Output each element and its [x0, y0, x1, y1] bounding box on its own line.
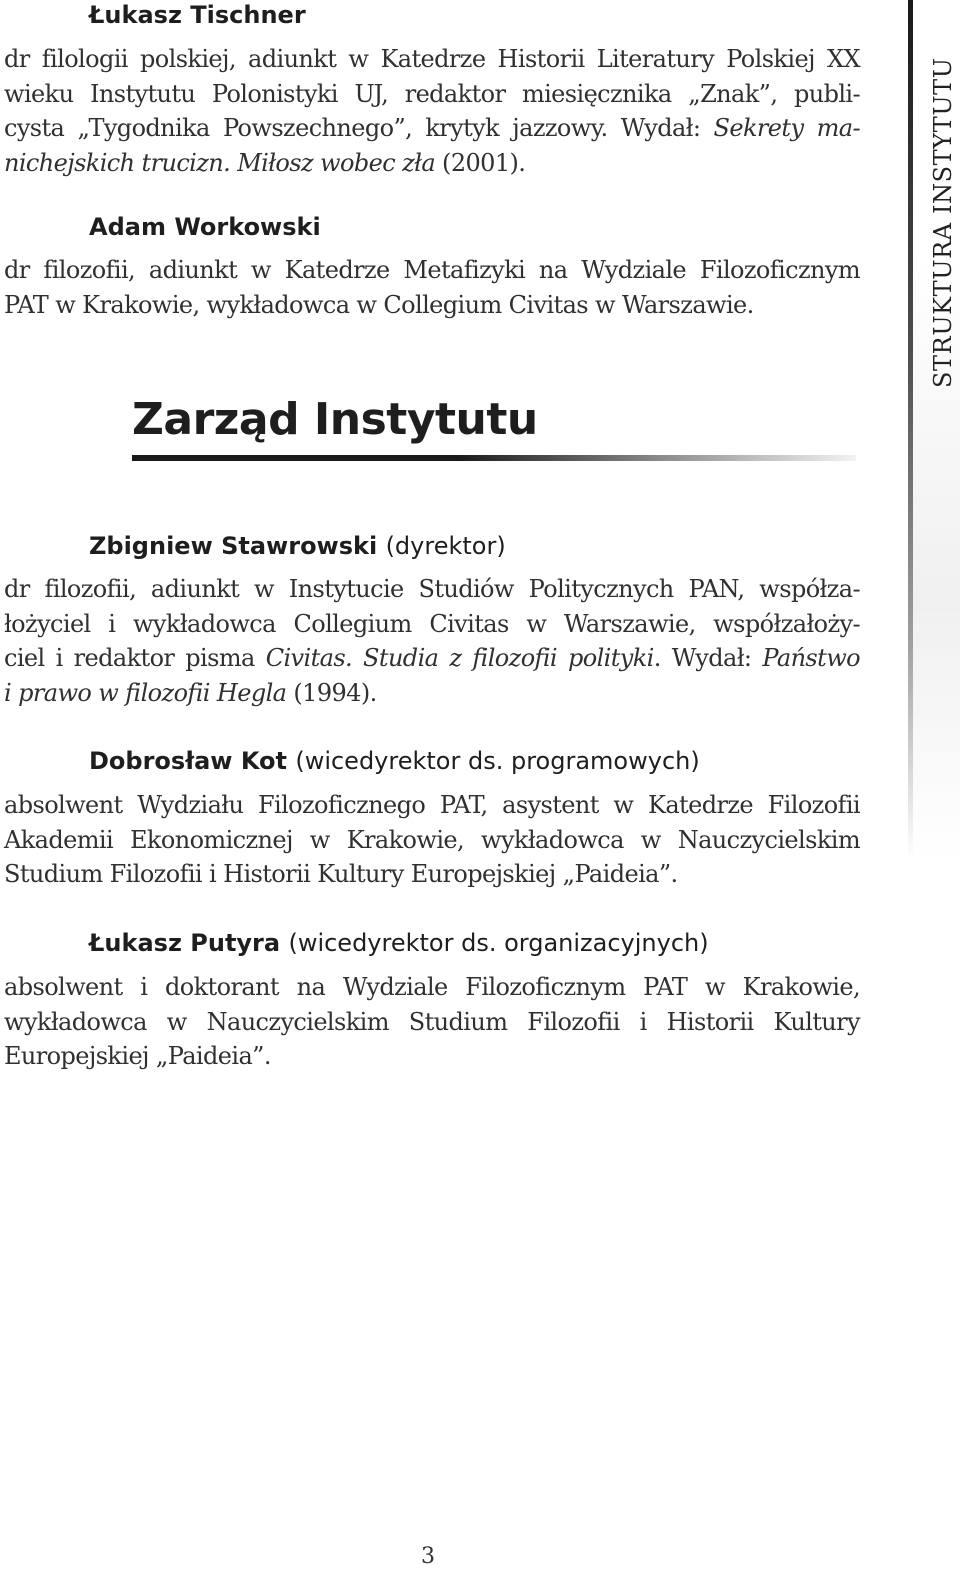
side-section-label: STRUKTURA INSTYTUTU [929, 57, 957, 388]
bio-text: (2001). [435, 148, 526, 177]
bio-text: wykładowca w Nauczycielskim Studium Filozofii i Historii Kultury [4, 1007, 860, 1036]
member-role: (dyrektor) [385, 532, 506, 560]
bio-text: . Wydał: [653, 644, 763, 672]
bio-text: absolwent i doktorant na Wydziale Filozoficznym PAT w Krakowie, [4, 973, 860, 1001]
bio-text: absolwent Wydziału Filozoficznego PAT, asystent w Katedrze Filozofii [4, 791, 860, 819]
board-member-bio-stawrowski [4, 572, 860, 710]
bio-text: dr filozofii, adiunkt w Katedrze Metafizyki na Wydziale Filozoficznym [4, 256, 860, 284]
bio-text: (1994). [286, 678, 377, 707]
bio-text: dr filologii polskiej, adiunkt w Katedrze Historii Literatury Polskiej XX [4, 45, 860, 73]
board-member-name-kot [89, 746, 700, 776]
board-member-name-stawrowski [89, 531, 506, 561]
side-rule [908, 0, 913, 860]
bio-text: cysta „Tygodnika Powszechnego”, krytyk jazzowy. Wydał: [4, 114, 714, 142]
bio-text: ciel i redaktor pisma [4, 644, 266, 672]
person-bio-tischner [4, 42, 860, 180]
section-title: Zarząd Instytutu [132, 394, 538, 445]
bio-line [4, 111, 860, 146]
member-role: (wicedyrektor ds. organizacyjnych) [288, 929, 709, 957]
bio-line [4, 1039, 860, 1074]
bio-title-italic: i prawo w filozofii Hegla [4, 678, 287, 707]
bio-text: Akademii Ekonomicznej w Krakowie, wykładowca w Nauczycielskim [4, 825, 860, 854]
bio-line [4, 857, 860, 892]
bio-line [4, 607, 860, 642]
bio-line [4, 823, 860, 858]
member-name: Zbigniew Stawrowski [89, 532, 378, 560]
bio-title-italic: Państwo [762, 644, 860, 672]
bio-text: PAT w Krakowie, wykładowca w Collegium Civitas w Warszawie. [4, 290, 754, 319]
person-bio-workowski [4, 253, 860, 322]
bio-line [4, 77, 860, 112]
bio-text: łożyciel i wykładowca Collegium Civitas w Warszawie, współzałoży- [4, 609, 860, 638]
bio-text: Europejskiej „Paideia”. [4, 1042, 271, 1070]
bio-line [4, 42, 860, 77]
bio-line [4, 572, 860, 607]
bio-text: dr filozofii, adiunkt w Instytucie Studiów Politycznych PAN, współza- [4, 575, 860, 603]
bio-line [4, 970, 860, 1005]
member-role: (wicedyrektor ds. programowych) [295, 747, 700, 775]
board-member-bio-putyra [4, 970, 860, 1074]
bio-line [4, 641, 860, 676]
bio-title-italic: Sekrety ma- [713, 114, 860, 142]
bio-title-italic: Civitas. Studia z filozofii polityki [265, 644, 654, 672]
bio-line [4, 788, 860, 823]
person-name-tischner: Łukasz Tischner [89, 1, 306, 29]
bio-text: Studium Filozofii i Historii Kultury Europejskiej „Paideia”. [4, 860, 678, 888]
bio-text: wieku Instytutu Polonistyki UJ, redaktor miesięcznika „Znak”, publi- [4, 79, 860, 108]
member-name: Łukasz Putyra [89, 929, 281, 957]
section-title-underline [132, 455, 856, 461]
bio-line [4, 676, 860, 711]
member-name: Dobrosław Kot [89, 747, 287, 775]
person-name-workowski: Adam Workowski [89, 213, 321, 241]
bio-title-italic: nichejskich trucizn. Miłosz wobec zła [4, 148, 436, 177]
bio-line [4, 1005, 860, 1040]
board-member-bio-kot [4, 788, 860, 892]
bio-line [4, 288, 860, 323]
page-number: 3 [421, 1544, 435, 1569]
board-member-name-putyra [89, 928, 709, 958]
bio-line [4, 146, 860, 181]
bio-line [4, 253, 860, 288]
